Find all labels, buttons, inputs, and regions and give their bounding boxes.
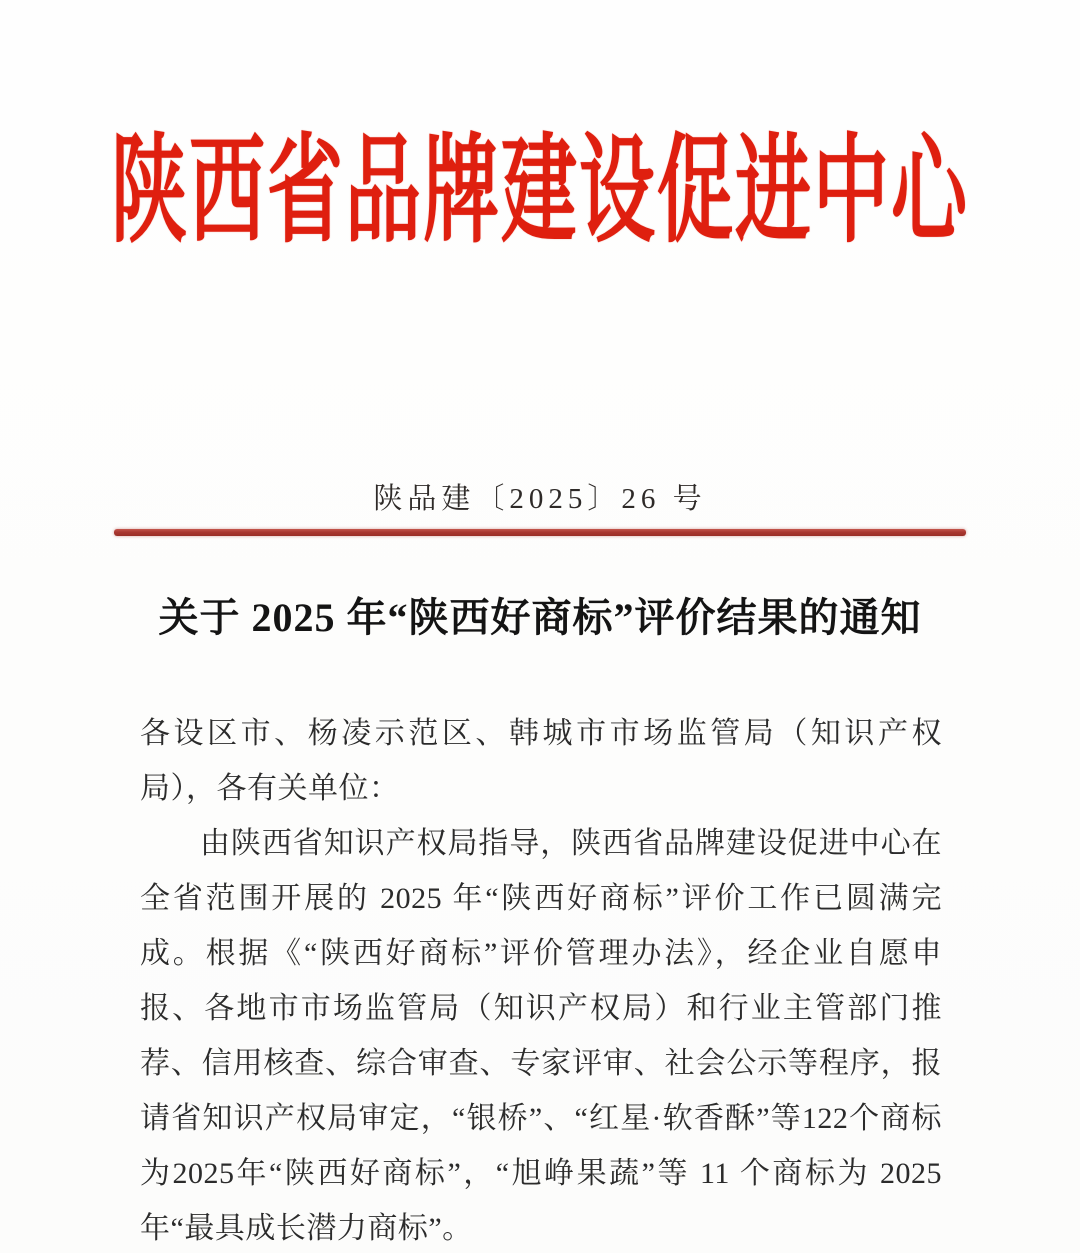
body-paragraph: 由陕西省知识产权局指导，陕西省品牌建设促进中心在全省范围开展的 2025 年“陕西好商标”评价工作已圆满完成。根据《“陕西好商标”评价管理办法》，经企业自愿申报、各地市市场监管局（知识产权局）和行业主管部门推荐、信用核查、综合审查、专家评审、社会公示等程序，报请省知识产权局审定，“银桥”、“红星·软香酥”等122个商标为2025年“陕西好商标”，“旭峥果蔬”等 11 个商标为 2025 年“最具成长潜力商标”。 <box>140 827 942 1245</box>
red-divider-line <box>114 529 966 536</box>
letterhead-banner <box>0 116 1080 257</box>
letterhead-title: 陕西省品牌建设促进中心 <box>111 126 969 257</box>
document-title: 关于 2025 年“陕西好商标”评价结果的通知 <box>158 595 922 640</box>
salutation-paragraph: 各设区市、杨凌示范区、韩城市市场监管局（知识产权局），各有关单位： <box>140 717 942 805</box>
document-body <box>140 706 942 1253</box>
document-number: 陕品建〔2025〕26 号 <box>373 483 707 515</box>
